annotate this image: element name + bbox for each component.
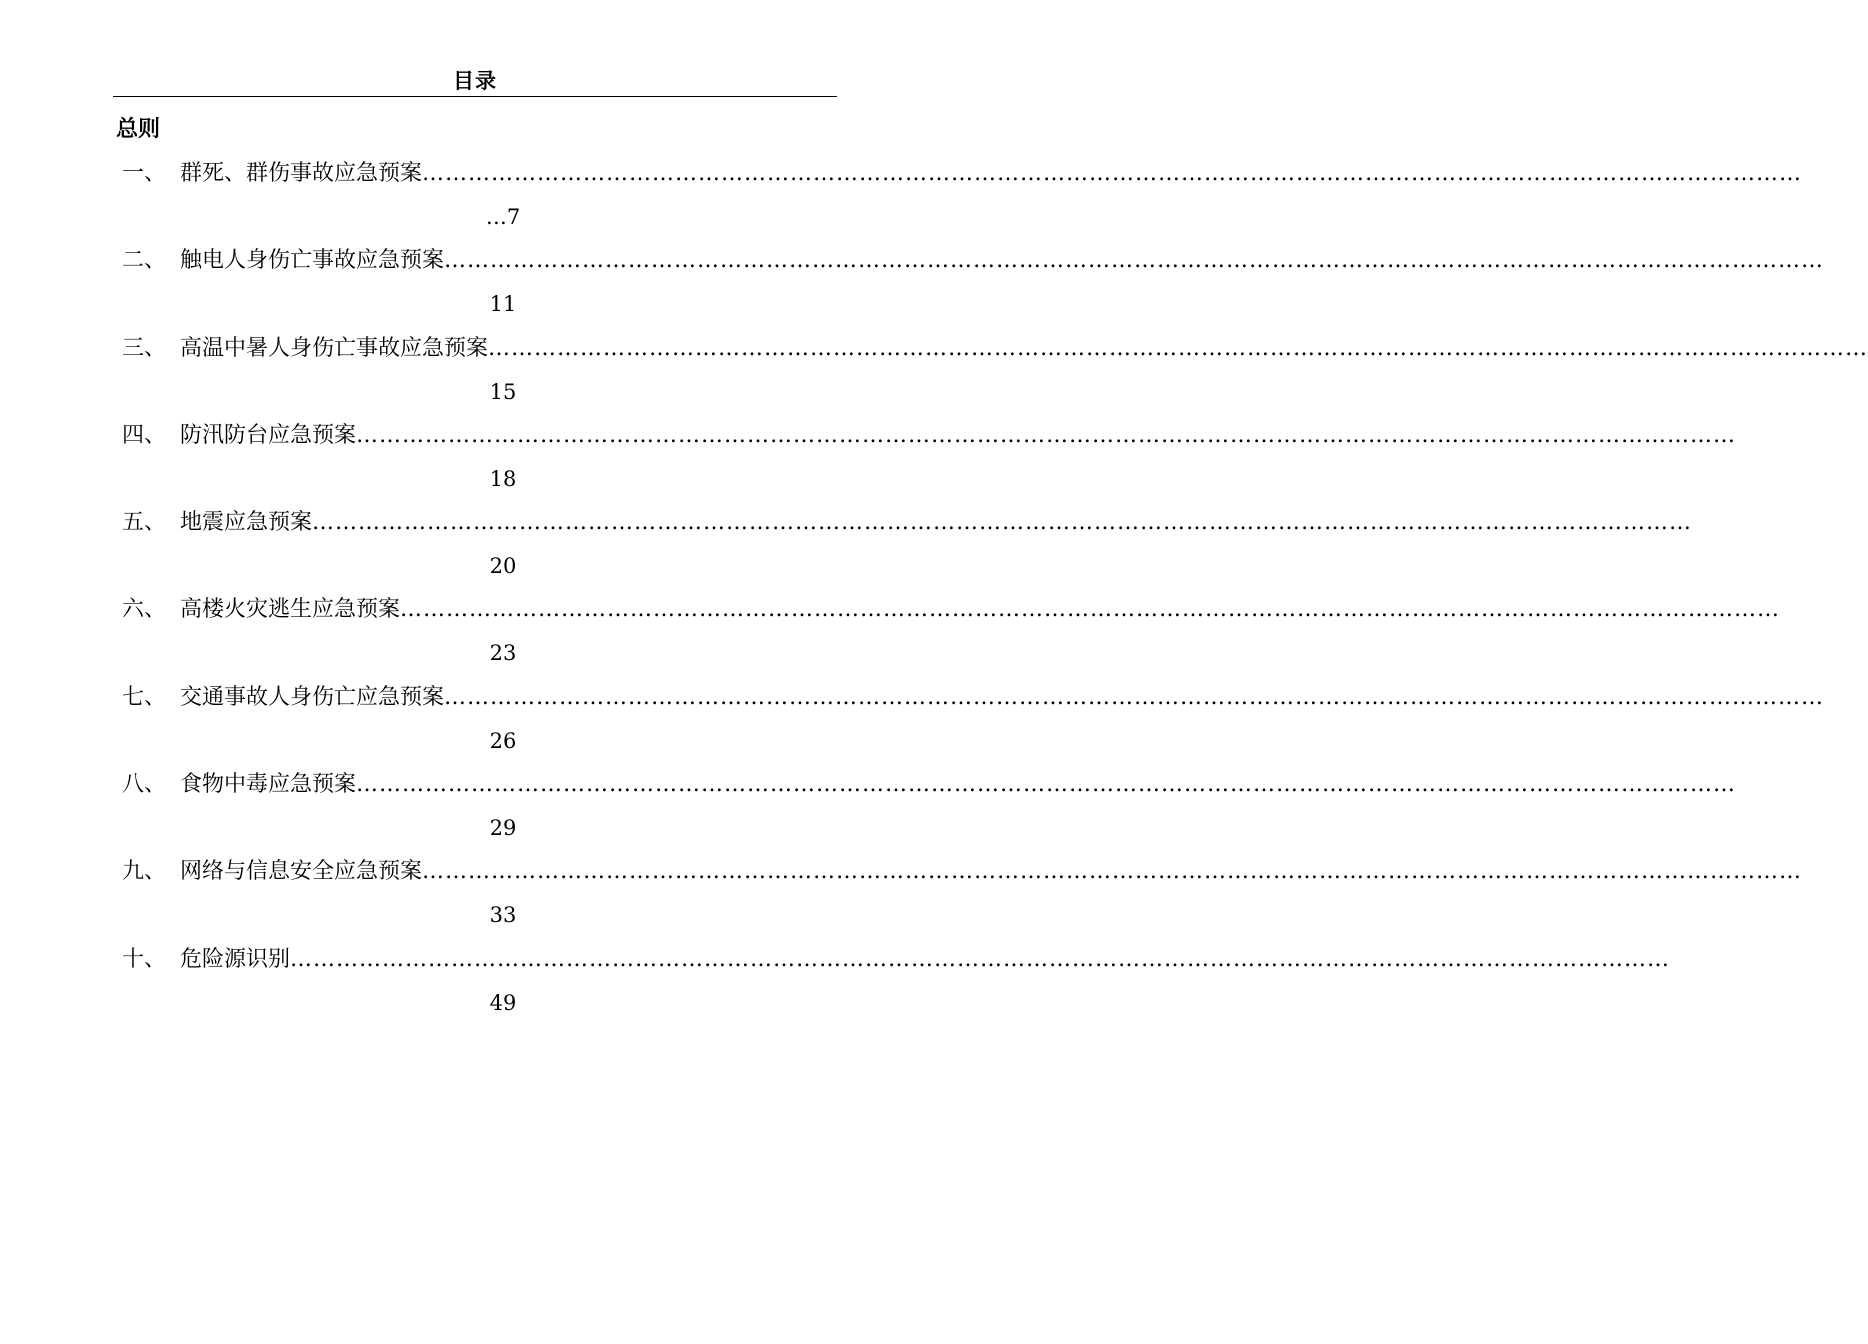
toc-entry-title: 防汛防台应急预案 bbox=[180, 422, 357, 448]
toc-entry[interactable] bbox=[122, 852, 1803, 939]
toc-entry-number: 一、 bbox=[122, 161, 167, 186]
page-title: 目录 bbox=[453, 69, 497, 93]
toc-leader-dots: ……………………………………………………………………………………………………………………………………………………………… bbox=[356, 422, 1737, 448]
toc-entry-number: 六、 bbox=[122, 597, 167, 623]
toc-entry-title: 食物中毒应急预案 bbox=[180, 772, 357, 798]
toc-entry[interactable] bbox=[122, 940, 1671, 1027]
toc-entry-page: 49 bbox=[489, 990, 517, 1015]
toc-entry-title: 群死、群伤事故应急预案 bbox=[180, 161, 423, 186]
toc-entry-line bbox=[122, 241, 1825, 281]
toc-entry-title: 地震应急预案 bbox=[180, 510, 313, 536]
toc-entry[interactable] bbox=[122, 329, 1868, 416]
toc-entry-number: 七、 bbox=[122, 684, 167, 710]
toc-entry-line bbox=[122, 590, 1781, 630]
toc-entry-number: 二、 bbox=[122, 248, 167, 274]
toc-entry-line bbox=[122, 678, 1825, 718]
toc-entry-page: 29 bbox=[489, 816, 517, 841]
toc-entry-title: 高楼火灾逃生应急预案 bbox=[180, 597, 401, 623]
toc-entry[interactable] bbox=[122, 590, 1781, 677]
toc-entry-page: …7 bbox=[485, 205, 521, 229]
toc-entry-title: 触电人身伤亡事故应急预案 bbox=[180, 248, 445, 274]
toc-entry-line bbox=[122, 154, 1803, 194]
toc-entry-title: 高温中暑人身伤亡事故应急预案 bbox=[180, 335, 489, 361]
toc-entry-page: 11 bbox=[489, 292, 517, 317]
toc-entry-page: 18 bbox=[489, 466, 517, 491]
toc-entry-number: 四、 bbox=[122, 422, 167, 448]
toc-entry-page: 15 bbox=[489, 379, 517, 404]
toc-entry-number: 五、 bbox=[122, 510, 167, 536]
toc-leader-dots: ……………………………………………………………………………………………………………………………………………………………… bbox=[422, 161, 1803, 186]
toc-leader-dots: ……………………………………………………………………………………………………………………………………………………………… bbox=[290, 946, 1671, 972]
table-of-contents bbox=[122, 154, 1868, 1027]
toc-entry-page: 20 bbox=[489, 554, 517, 579]
toc-entry-line bbox=[122, 329, 1868, 369]
toc-leader-dots: ……………………………………………………………………………………………………………………………………………………………… bbox=[444, 684, 1825, 710]
toc-entry[interactable] bbox=[122, 241, 1825, 328]
toc-leader-dots: ……………………………………………………………………………………………………………………………………………………………… bbox=[422, 859, 1803, 885]
toc-leader-dots: ……………………………………………………………………………………………………………………………………………………………… bbox=[400, 597, 1781, 623]
toc-entry[interactable] bbox=[122, 678, 1825, 765]
toc-entry-line bbox=[122, 765, 1737, 805]
toc-entry-page: 23 bbox=[489, 641, 517, 666]
toc-entry-page: 33 bbox=[489, 903, 517, 928]
toc-entry-line bbox=[122, 416, 1737, 456]
toc-entry-line bbox=[122, 940, 1671, 980]
section-title: 总则 bbox=[116, 117, 161, 142]
toc-entry-number: 八、 bbox=[122, 772, 167, 798]
toc-entry[interactable] bbox=[122, 503, 1693, 590]
toc-entry[interactable] bbox=[122, 416, 1737, 503]
toc-entry-number: 十、 bbox=[122, 946, 167, 972]
toc-entry-number: 三、 bbox=[122, 335, 167, 361]
toc-leader-dots: ……………………………………………………………………………………………………………………………………………………………… bbox=[488, 335, 1868, 361]
toc-entry-line bbox=[122, 503, 1693, 543]
toc-entry-title: 危险源识别 bbox=[180, 946, 291, 972]
toc-entry-number: 九、 bbox=[122, 859, 167, 885]
toc-leader-dots: ……………………………………………………………………………………………………………………………………………………………… bbox=[356, 772, 1737, 798]
toc-leader-dots: ……………………………………………………………………………………………………………………………………………………………… bbox=[444, 248, 1825, 274]
toc-entry-page: 26 bbox=[489, 728, 517, 753]
toc-entry[interactable] bbox=[122, 765, 1737, 852]
page-header bbox=[113, 66, 837, 97]
toc-entry-title: 交通事故人身伤亡应急预案 bbox=[180, 684, 445, 710]
toc-entry-title: 网络与信息安全应急预案 bbox=[180, 859, 423, 885]
toc-entry[interactable] bbox=[122, 154, 1803, 241]
toc-leader-dots: ……………………………………………………………………………………………………………………………………………………………… bbox=[312, 510, 1693, 536]
toc-entry-line bbox=[122, 852, 1803, 892]
